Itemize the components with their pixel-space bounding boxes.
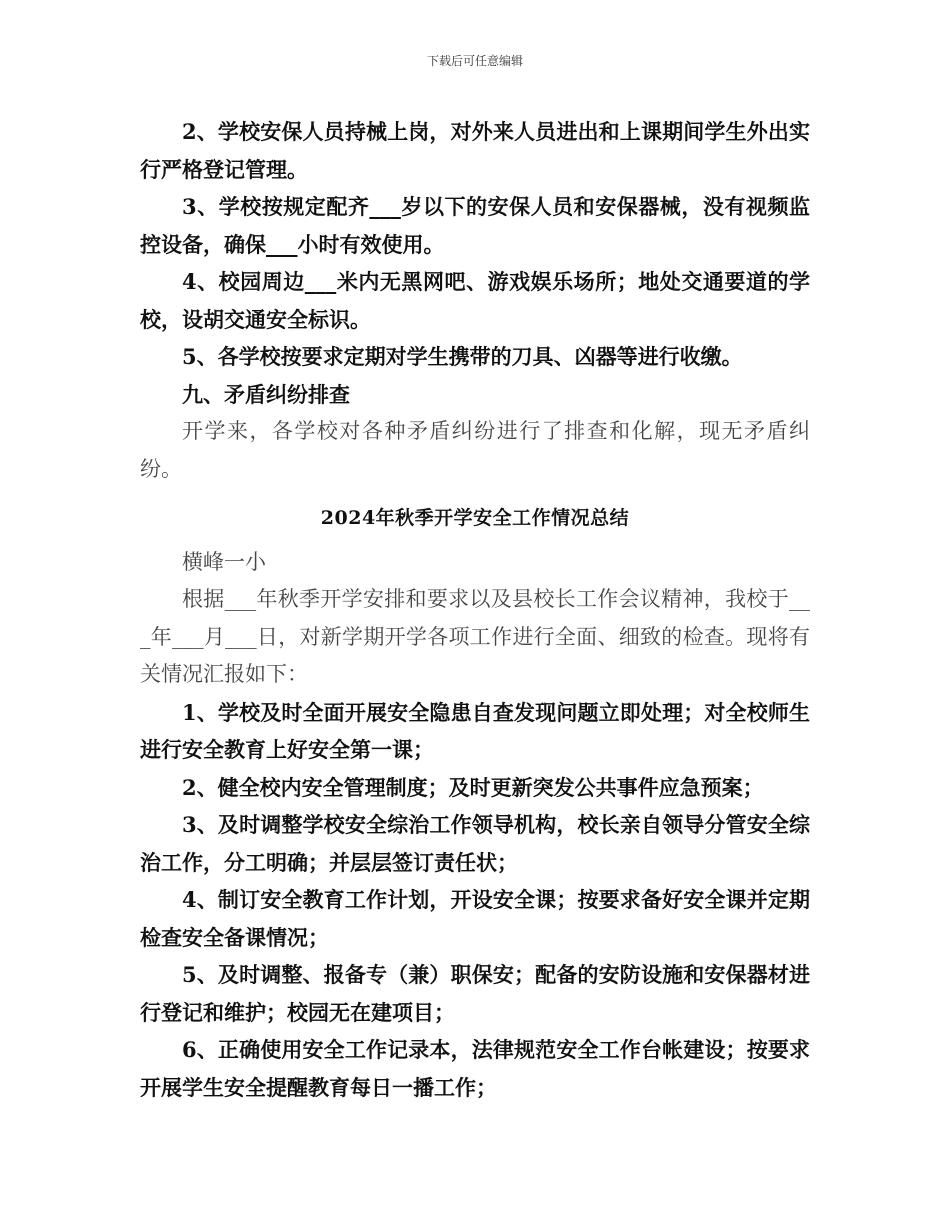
page-header: 下载后可任意编辑 <box>426 54 523 68</box>
section1-item-3: 3、学校按规定配齐___岁以下的安保人员和安保器械，没有视频监控设备，确保___小时有效使用。 <box>140 194 810 257</box>
school-name: 横峰一小 <box>182 549 266 574</box>
section1-item-5: 5、各学校按要求定期对学生携带的刀具、凶器等进行收缴。 <box>182 344 743 369</box>
summary-item-2: 2、健全校内安全管理制度；及时更新突发公共事件应急预案； <box>182 774 764 800</box>
document-body <box>140 113 810 1106</box>
section1-item-4: 4、校园周边___米内无黑网吧、游戏娱乐场所；地处交通要道的学校，设胡交通安全标识。 <box>140 269 810 332</box>
summary-item-1: 1、学校及时全面开展安全隐患自查发现问题立即处理；对全校师生进行安全教育上好安全第一课； <box>140 699 810 762</box>
section1-item-2: 2、学校安保人员持械上岗，对外来人员进出和上课期间学生外出实行严格登记管理。 <box>140 119 810 182</box>
section-heading-dispute: 九、矛盾纠纷排查 <box>182 381 350 407</box>
summary-item-4: 4、制订安全教育工作计划，开设安全课；按要求备好安全课并定期检查安全备课情况； <box>140 887 810 950</box>
summary-title: 2024年秋季开学安全工作情况总结 <box>320 507 630 529</box>
section-body-dispute: 开学来，各学校对各种矛盾纠纷进行了排查和化解，现无矛盾纠纷。 <box>140 419 810 481</box>
summary-intro: 根据___年秋季开学安排和要求以及县校长工作会议精神，我校于___年___月___日，对新学期开学各项工作进行全面、细致的检查。现将有关情况汇报如下： <box>140 587 810 686</box>
summary-item-3: 3、及时调整学校安全综治工作领导机构，校长亲自领导分管安全综治工作，分工明确；并层层签订责任状； <box>140 812 810 875</box>
summary-item-6: 6、正确使用安全工作记录本，法律规范安全工作台帐建设；按要求开展学生安全提醒教育每日一播工作； <box>140 1037 810 1100</box>
summary-item-5: 5、及时调整、报备专（兼）职保安；配备的安防设施和安保器材进行登记和维护；校园无在建项目； <box>140 962 810 1025</box>
